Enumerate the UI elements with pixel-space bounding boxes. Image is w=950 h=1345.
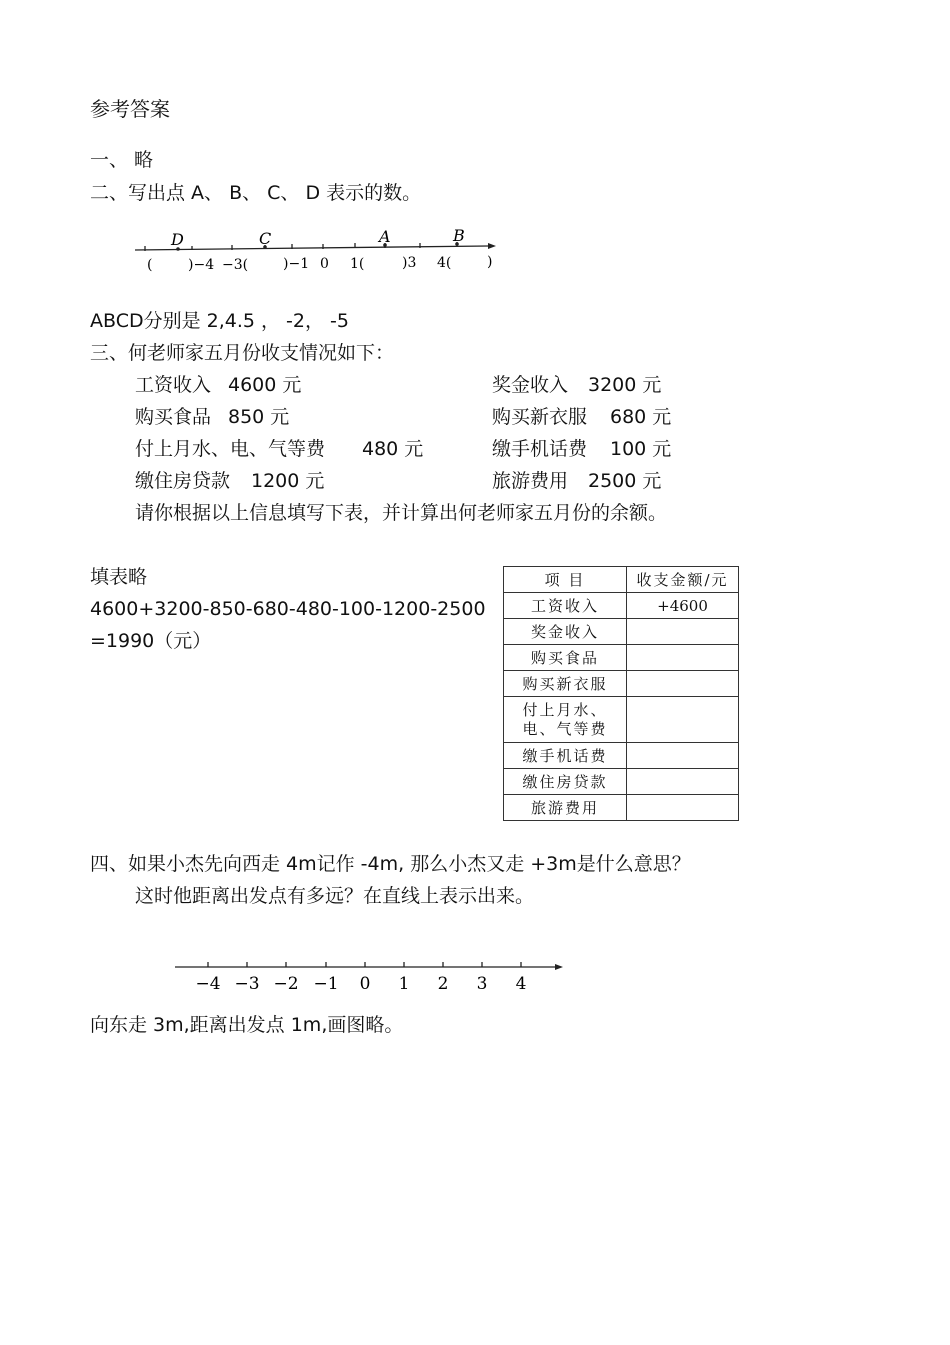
tick-label: 0 <box>359 974 371 994</box>
table-cell-value: +4600 <box>627 593 739 619</box>
tick-label: )−1 <box>283 256 310 272</box>
point-label-b: B <box>453 226 465 245</box>
expense-item-name: 购买食品 <box>135 406 212 428</box>
tick-label: )3 <box>402 255 417 271</box>
number-line-arrow <box>555 964 563 970</box>
table-row <box>504 645 739 671</box>
tick-label: 3 <box>476 974 488 994</box>
table-cell-item: 购买新衣服 <box>504 671 627 697</box>
income-expense-table <box>503 566 739 821</box>
tick-label: 1( <box>350 256 365 272</box>
expense-item-amount: 100 元 <box>610 438 672 460</box>
question-2: 二、写出点 A、 B、 C、 D 表示的数。 <box>90 182 422 204</box>
table-cell-value <box>627 619 739 645</box>
tick-label: ( <box>147 257 153 273</box>
tick-label: 4 <box>515 974 527 994</box>
expense-item-amount: 480 元 <box>362 438 424 460</box>
expense-item-amount: 850 元 <box>228 406 290 428</box>
question-1: 一、 略 <box>90 149 154 171</box>
point-label-a: A <box>379 227 391 246</box>
table-cell-value <box>627 795 739 821</box>
table-header-item: 项 目 <box>504 567 627 593</box>
expense-item-amount: 2500 元 <box>588 470 662 492</box>
tick-label: −2 <box>273 974 299 994</box>
expense-item-name: 缴住房贷款 <box>135 470 231 492</box>
table-cell-value <box>627 671 739 697</box>
tick-label: −3( <box>222 257 249 273</box>
answer-line: 4600+3200-850-680-480-100-1200-2500 <box>90 598 486 620</box>
question-4-line-2: 这时他距离出发点有多远？在直线上表示出来。 <box>135 885 535 907</box>
table-row <box>504 593 739 619</box>
table-cell-value <box>627 697 739 743</box>
table-header-amount: 收支金额/元 <box>627 567 739 593</box>
tick-label: −4 <box>195 974 221 994</box>
answer-line: 填表略 <box>90 566 148 588</box>
table-cell-item: 缴住房贷款 <box>504 769 627 795</box>
tick-label: 0 <box>320 256 329 272</box>
table-row <box>504 697 739 743</box>
tick-label: 2 <box>437 974 449 994</box>
number-line-points <box>130 226 510 276</box>
income-item-amount: 3200 元 <box>588 374 662 396</box>
table-row <box>504 795 739 821</box>
table-cell-value <box>627 645 739 671</box>
tick-label: 4( <box>437 255 452 271</box>
income-item-name: 奖金收入 <box>492 374 569 396</box>
number-line-axis <box>135 246 488 250</box>
table-cell-item: 奖金收入 <box>504 619 627 645</box>
table-cell-value <box>627 743 739 769</box>
table-cell-item <box>504 697 627 743</box>
tick-label: 1 <box>398 974 410 994</box>
tick-label: −3 <box>234 974 260 994</box>
expense-item-amount: 1200 元 <box>251 470 325 492</box>
expense-item-name: 缴手机话费 <box>492 438 588 460</box>
number-line-arrow <box>488 243 496 249</box>
table-cell-item: 购买食品 <box>504 645 627 671</box>
table-row <box>504 769 739 795</box>
page-title: 参考答案 <box>90 97 170 121</box>
tick-label: )−4 <box>188 257 215 273</box>
question-4-answer: 向东走 3m,距离出发点 1m,画图略。 <box>90 1014 404 1036</box>
expense-item-name: 付上月水、电、气等费 <box>135 438 326 460</box>
number-line-ticks <box>208 962 521 967</box>
question-4-line-1: 四、如果小杰先向西走 4m记作 -4m, 那么小杰又走 +3m是什么意思？ <box>90 853 691 875</box>
table-row <box>504 743 739 769</box>
table-cell-value <box>627 769 739 795</box>
table-cell-item: 工资收入 <box>504 593 627 619</box>
table-header-row <box>504 567 739 593</box>
table-cell-item-line: 付上月水、 <box>522 700 608 719</box>
income-item-name: 工资收入 <box>135 374 212 396</box>
point-label-c: C <box>259 229 272 248</box>
point-label-d: D <box>171 230 184 249</box>
answer-line: =1990（元） <box>90 630 212 652</box>
income-item-amount: 4600 元 <box>228 374 302 396</box>
question-3-prompt: 请你根据以上信息填写下表，并计算出何老师家五月份的余额。 <box>135 502 668 524</box>
tick-label: −1 <box>313 974 339 994</box>
table-cell-item: 旅游费用 <box>504 795 627 821</box>
table-row <box>504 671 739 697</box>
question-2-answer: ABCD分别是 2,4.5 ， -2， -5 <box>90 310 349 332</box>
table-cell-item: 缴手机话费 <box>504 743 627 769</box>
expense-item-name: 购买新衣服 <box>492 406 588 428</box>
table-row <box>504 619 739 645</box>
number-line-integers <box>170 956 570 996</box>
expense-item-name: 旅游费用 <box>492 470 569 492</box>
tick-label: ) <box>487 254 493 270</box>
expense-item-amount: 680 元 <box>610 406 672 428</box>
question-3-intro: 三、何老师家五月份收支情况如下： <box>90 342 395 364</box>
table-cell-item-line: 电、气等费 <box>522 719 608 738</box>
